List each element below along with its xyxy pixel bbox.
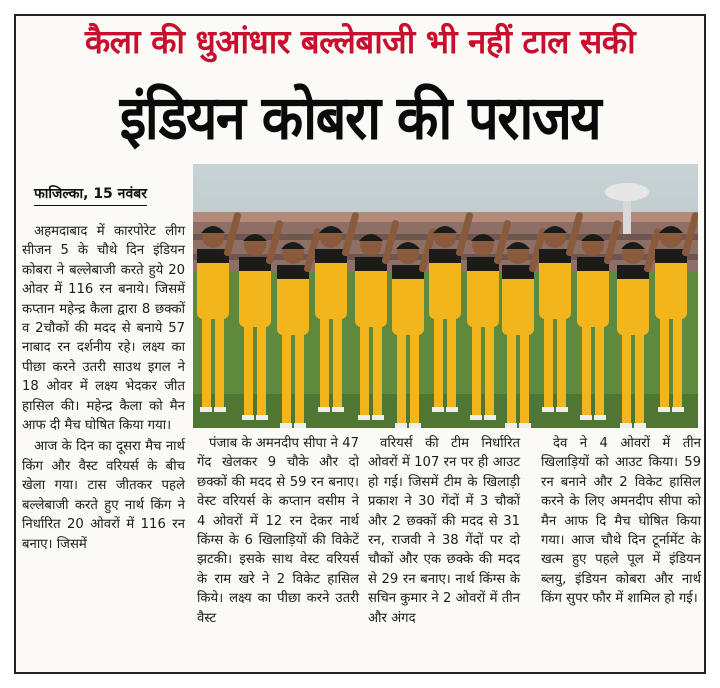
column-2-paragraph-1: पंजाब के अमनदीप सीपा ने 47 गेंद खेलकर 9 चौके और दो छक्कों की मदद से 59 रन बनाए। वेस्ट वरियर्स के कप्तान वसीम ने 4 ओवरों में 12 रन देकर नार्थ किंग्स के 6 खिलाड़ियों की विकेटें झटकी। इसके साथ वेस्ट वरियर्स के राम खरे ने 2 विकेट हासिल किये। लक्ष्य का पीछा करने उतरी वैस्ट — [197, 436, 359, 626]
article-column-2 — [197, 434, 359, 628]
main-headline: इंडियन कोबरा की पराजय — [119, 82, 601, 154]
dateline: फाजिल्का, 15 नवंबर — [34, 184, 147, 206]
team-photo — [193, 164, 698, 428]
column-1-paragraph-2: आज के दिन का दूसरा मैच नार्थ किंग और वैस्ट वरियर्स के बीच खेला गया। टास जीतकर पहले बल्लेबाजी करते हुए नार्थ किंग ने निर्धारित 20 ओवरों में 116 रन बनाए। जिसमें — [22, 439, 185, 552]
kicker-headline: कैला की धुआंधार बल्लेबाजी भी नहीं टाल सकी — [84, 22, 636, 61]
team-photo-illustration — [193, 164, 698, 428]
article-column-4 — [541, 434, 701, 609]
column-1-paragraph-1: अहमदाबाद में कारपोरेट लीग सीजन 5 के चौथे दिन इंडियन कोबरा ने बल्लेबाजी करते हुये 20 ओवर में 116 रन बनाये। जिसमें कप्तान महेन्द्र कैला द्वारा 8 छक्कों व 2चौकों की मदद से बनाये 57 नाबाद रन दर्शनीय रहे। लक्ष्य का पीछा करने उतरी साउथ इगल ने 18 ओवर में लक्ष्य भेदकर जीत हासिल की। महेन्द्र कैला को मैन आफ दी मैच घोषित किया गया। — [22, 224, 185, 434]
article-column-1 — [22, 222, 185, 554]
column-3-paragraph-1: वरियर्स की टीम निर्धारित ओवरों में 107 रन पर ही आउट हो गई। जिसमें टीम के खिलाड़ी प्रकाश ने 30 गेंदों में 3 चौकों और 2 छक्कों की मदद से 31 रन, राजवी ने 38 गेंदों पर दो चौकों और एक छक्के की मदद से 29 रन बनाए। नार्थ किंग्स के सचिन कुमार ने 2 ओवरों में तीन और अंगद — [368, 436, 520, 626]
column-4-paragraph-1: देव ने 4 ओवरों में तीन खिलाड़ियों को आउट किया। 59 रन बनाने और 2 विकेट हासिल करने के लिए अमनदीप सीपा को मैन आफ दि मैच घोषित किया गया। आज चौथे दिन टूर्नामेंट के खत्म हुए पहले पूल में इंडियन ब्लयु, इंडियन कोबरा और नार्थ किंग सुपर फौर में शामिल हो गई। — [541, 436, 701, 607]
article-column-3 — [368, 434, 520, 628]
